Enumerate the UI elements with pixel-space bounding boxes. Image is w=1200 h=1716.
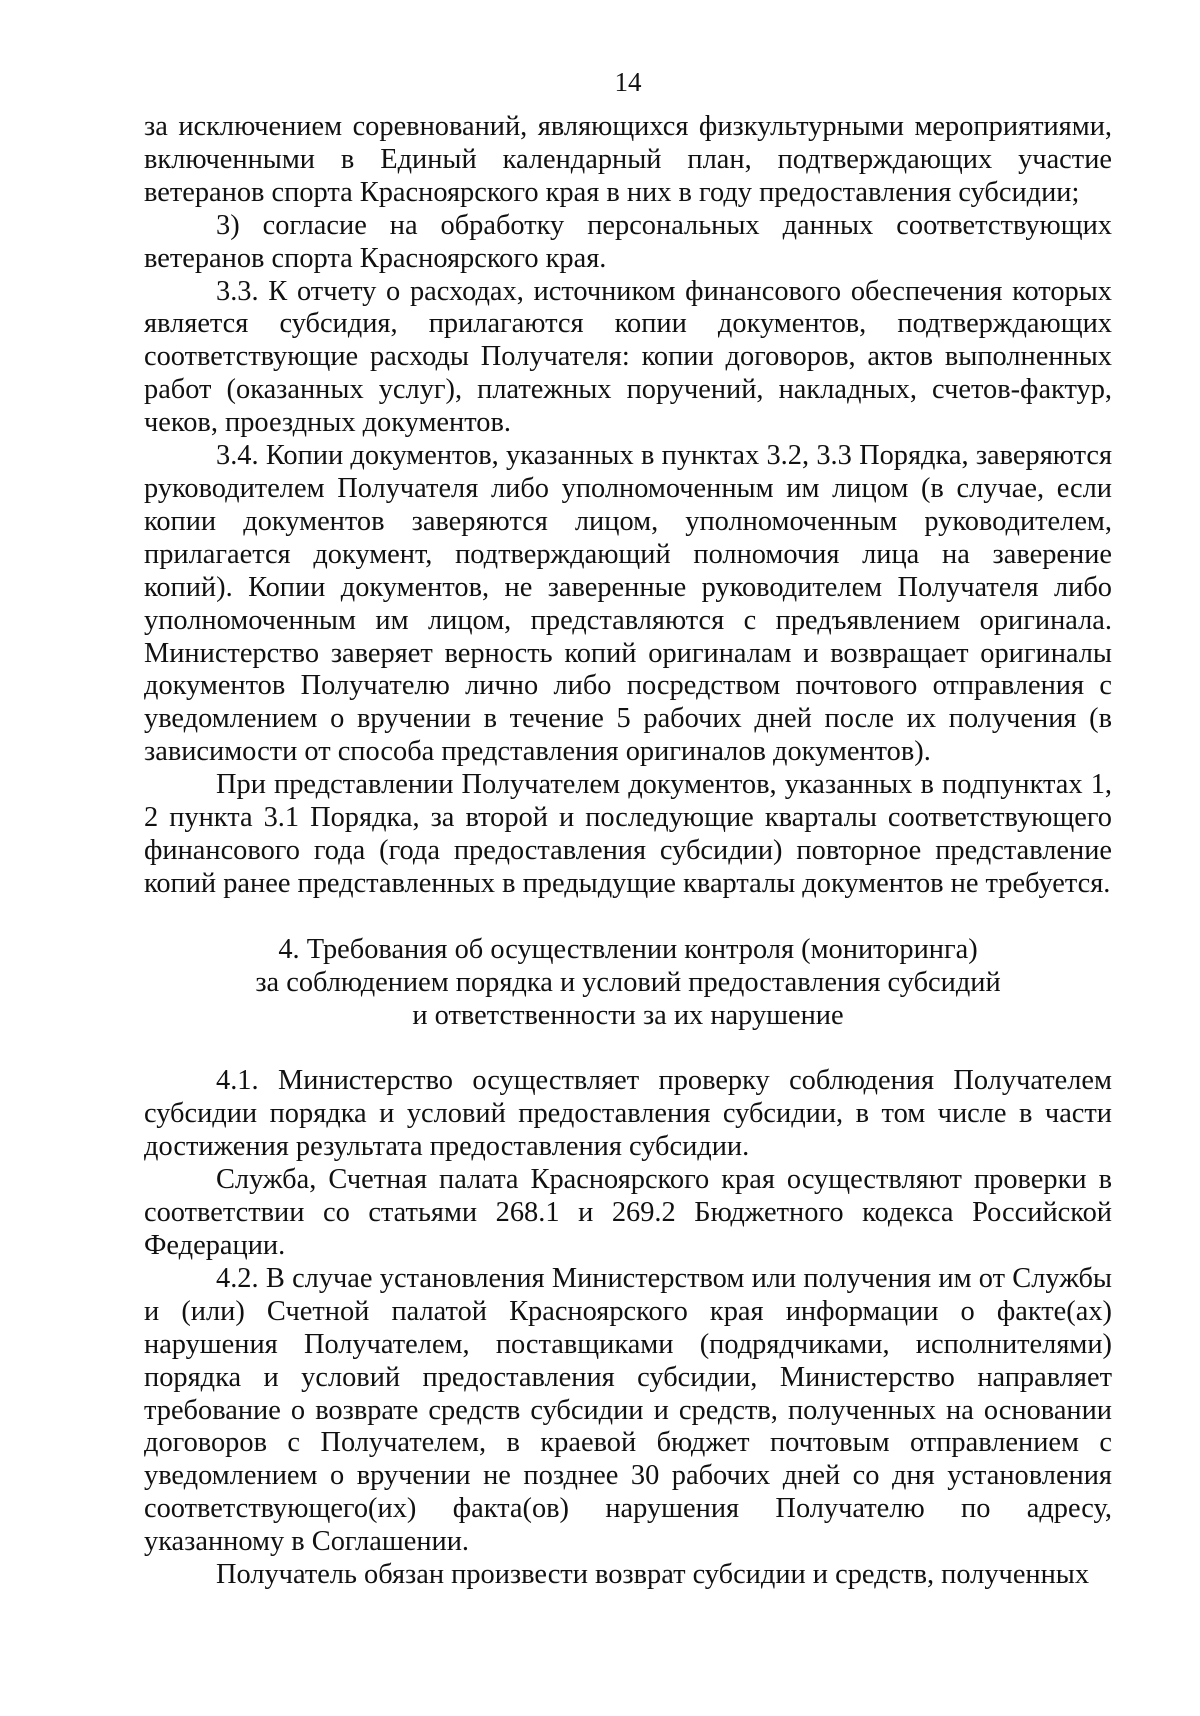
paragraph: При представлении Получателем документов, указанных в подпунктах 1, 2 пункта 3.1 Порядка, за второй и последующие кварталы соответствующего финансового года (года предоставления субсидии) повторное представление копий ранее представленных в предыдущие кварталы документов не требуется. (144, 769, 1112, 899)
section-heading-line: и ответственности за их нарушение (412, 999, 844, 1031)
paragraph: за исключением соревнований, являющихся физкультурными мероприятиями, включенными в Единый календарный план, подтверждающих участие ветеранов спорта Красноярского края в них в году предоставления субсидии; (144, 111, 1112, 208)
section-heading (144, 934, 1112, 1033)
paragraph: 3) согласие на обработку персональных данных соответствующих ветеранов спорта Красноярского края. (144, 209, 1112, 274)
paragraph: Получатель обязан произвести возврат субсидии и средств, полученных (216, 1559, 1090, 1591)
section-heading-line: 4. Требования об осуществлении контроля (мониторинга) (278, 933, 978, 965)
paragraph: 4.1. Министерство осуществляет проверку соблюдения Получателем субсидии порядка и условий предоставления субсидии, в том числе в части достижения результата предоставления субсидии. (144, 1065, 1112, 1163)
section-heading-line: за соблюдением порядка и условий предоставления субсидий (255, 966, 1001, 998)
page-number: 14 (614, 67, 642, 97)
paragraph: 4.2. В случае установления Министерством или получения им от Службы и (или) Счетной палатой Красноярского края информации о факте(ах) нарушения Получателем, поставщиками (подрядчиками, исполнителями) порядка и условий предоставления субсидии, Министерство направляет требование о возврате средств субсидии и средств, полученных на основании договоров с Получателем, в краевой бюджет почтовым отправлением с уведомлением о вручении не позднее 30 рабочих дней со дня установления соответствующего(их) факта(ов) нарушения Получателю по адресу, указанному в Соглашении. (144, 1262, 1112, 1558)
document-body (144, 111, 1112, 1592)
paragraph: Служба, Счетная палата Красноярского края осуществляют проверки в соответствии со статьями 268.1 и 269.2 Бюджетного кодекса Российской Федерации. (144, 1164, 1112, 1261)
paragraph: 3.3. К отчету о расходах, источником финансового обеспечения которых является субсидия, прилагаются копии документов, подтверждающих соответствующие расходы Получателя: копии договоров, актов выполненных работ (оказанных услуг), платежных поручений, накладных, счетов-фактур, чеков, проездных документов. (144, 275, 1112, 439)
paragraph: 3.4. Копии документов, указанных в пунктах 3.2, 3.3 Порядка, заверяются руководителем Получателя либо уполномоченным им лицом (в случае, если копии документов заверяются лицом, уполномоченным руководителем, прилагается документ, подтверждающий полномочия лица на заверение копий). Копии документов, не заверенные руководителем Получателя либо уполномоченным им лицом, представляются с предъявлением оригинала. Министерство заверяет верность копий оригиналам и возвращает оригиналы документов Получателю лично либо посредством почтового отправления с уведомлением о вручении в течение 5 рабочих дней после их получения (в зависимости от способа представления оригиналов документов). (144, 440, 1112, 768)
